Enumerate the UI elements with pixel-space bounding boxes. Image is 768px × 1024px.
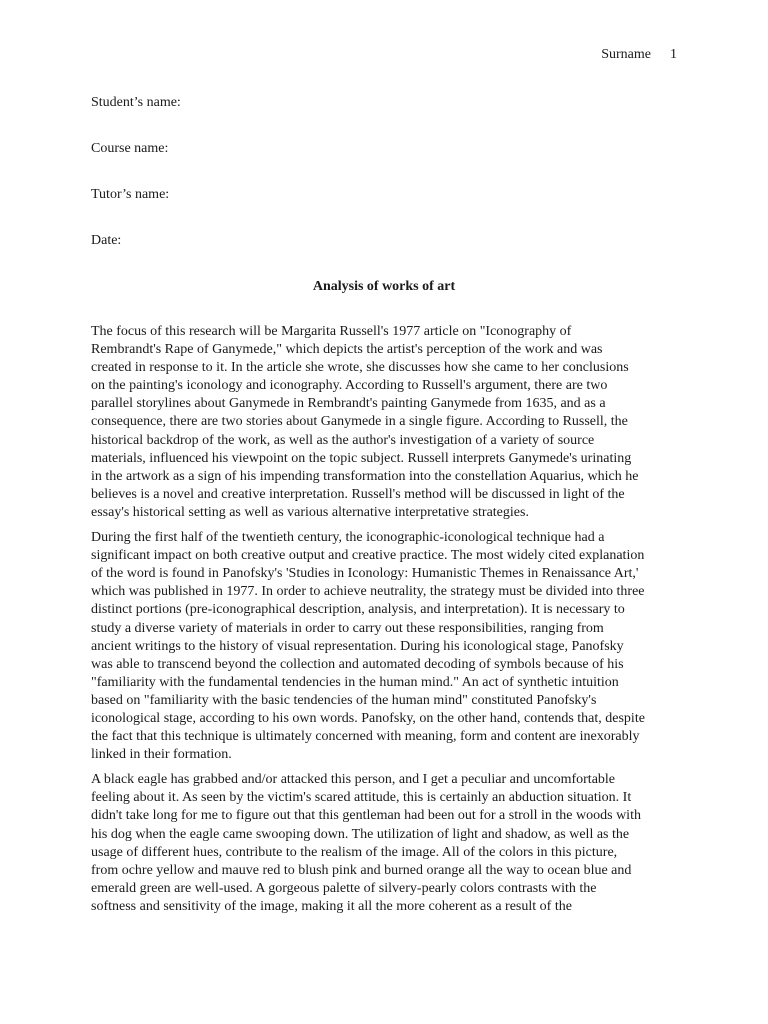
paragraph-2: During the first half of the twentieth century, the iconographic-iconological technique had a significant impact on both creative output and creative practice. The most widely cited explanation of the word is found in Panofsky's 'Studies in Iconology: Humanistic Themes in Renaissance Art,' which was published in 1977. In order to achieve neutrality, the strategy must be divided into three distinct portions (pre-iconographical description, analysis, and interpretation). It is necessary to study a diverse variety of materials in order to carry out these responsibilities, ranging from ancient writings to the history of visual representation. During his iconological stage, Panofsky was able to transcend beyond the collection and automated decoding of symbols because of his "familiarity with the fundamental tendencies in the human mind." An act of synthetic intuition based on "familiarity with the basic tendencies of the human mind" constituted Panofsky's iconological stage, according to his own words. Panofsky, on the other hand, contends that, despite the fact that this technique is ultimately concerned with meaning, form and content are inexorably linked in their formation.: [91, 530, 645, 763]
page-header: [601, 46, 677, 64]
paragraph-1: The focus of this research will be Margarita Russell's 1977 article on "Iconography of Rembrandt's Rape of Ganymede," which depicts the artist's perception of the work and was created in response to it. In the article she wrote, she discusses how she came to her conclusions on the painting's iconology and iconography. According to Russell's argument, there are two parallel storylines about Ganymede in Rembrandt's painting Ganymede from 1635, and as a consequence, there are two stories about Ganymede in a single figure. According to Russell, the historical backdrop of the work, as well as the author's investigation of a variety of source materials, influenced his viewpoint on the topic subject. Russell interprets Ganymede's urinating in the artwork as a sign of his impending transformation into the constellation Aquarius, which he believes is a novel and creative interpretation. Russell's method will be discussed in light of the essay's historical setting as well as various alternative interpretative strategies.: [91, 324, 639, 520]
page-number: 1: [670, 47, 677, 62]
document-title: Analysis of works of art: [312, 279, 456, 294]
date-line: Date:: [91, 233, 122, 248]
header-surname: Surname: [601, 47, 651, 62]
student-name-line: Student’s name:: [91, 95, 181, 110]
paragraph-3: A black eagle has grabbed and/or attacked this person, and I get a peculiar and uncomfortable feeling about it. As seen by the victim's scared attitude, this is certainly an abduction situation. It didn't take long for me to figure out that this gentleman had been out for a stroll in the woods with his dog when the eagle came swooping down. The utilization of light and shadow, as well as the usage of different hues, contribute to the realism of the image. All of the colors in this picture, from ochre yellow and mauve red to blush pink and burned orange all the way to ocean blue and emerald green are well-used. A gorgeous palette of silvery-pearly colors contrasts with the softness and sensitivity of the image, making it all the more coherent as a result of the: [91, 772, 641, 914]
course-name-line: Course name:: [91, 141, 169, 156]
tutor-name-line: Tutor’s name:: [91, 187, 170, 202]
document-body: [91, 323, 645, 923]
